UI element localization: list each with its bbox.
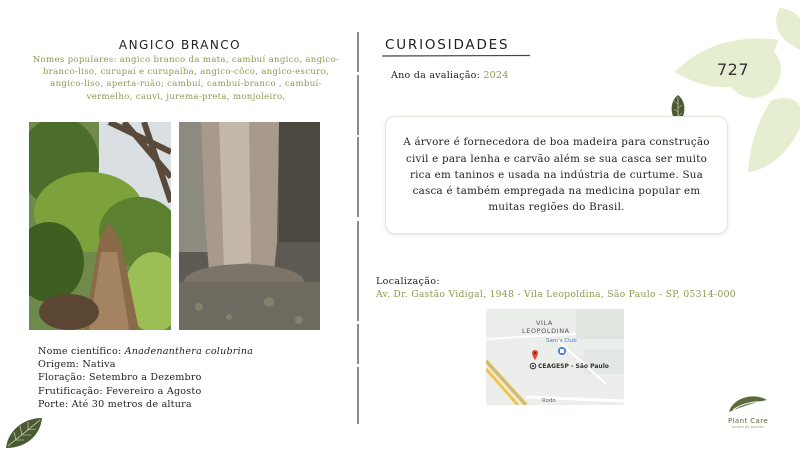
year-label: Ano da avaliação:	[391, 70, 484, 81]
size: Porte: Até 30 metros de altura	[38, 398, 192, 410]
location-map[interactable]	[486, 309, 624, 405]
flowering: Floração: Setembro a Dezembro	[38, 372, 202, 384]
scientific-label: Nome científico:	[38, 346, 125, 357]
tree-number: 727	[716, 60, 750, 79]
evaluation-year	[391, 70, 509, 81]
species-title: ANGICO BRANCO	[118, 38, 242, 52]
plant-care-logo	[718, 392, 778, 438]
curiosities-title: CURIOSIDADES	[385, 37, 510, 53]
map-poi-icon	[558, 347, 566, 355]
logo-leaf-icon	[727, 392, 769, 414]
tree-trunk-photo	[179, 122, 320, 330]
map-poi-label: Sam's Club	[546, 338, 577, 344]
scientific-name: Anadenanthera colubrina	[124, 346, 254, 357]
corner-leaf-icon	[4, 416, 44, 450]
map-marker-label: CEAGESP - São Paulo	[538, 363, 609, 370]
map-district-1: VILA	[536, 319, 553, 327]
location-address: Av. Dr. Gastão Vidigal, 1948 - Vila Leopoldina, São Paulo - SP, 05314-000	[376, 289, 736, 300]
year-value: 2024	[483, 70, 509, 81]
title-underline	[382, 54, 530, 58]
map-district-2: LEOPOLDINA	[522, 327, 570, 335]
logo-tagline: jardins de plantas	[731, 425, 765, 429]
logo-name: Plant Care	[727, 417, 769, 425]
map-street-label: Rodo	[542, 398, 556, 404]
fruiting: Frutificação: Fevereiro a Agosto	[38, 385, 202, 397]
scientific-name-row	[38, 345, 253, 358]
tree-canopy-photo	[29, 122, 171, 330]
popular-names: Nomes populares: angico branco da mata, cambuí angico, angico-branco-liso, curupaí e curupaíba, angico-côco, angico-escuro, angico-liso, aperta-ruão; cambuí, cambuí-branco , cambuí-vermelho, cauvi, jurema-preta, monjoleiro,	[32, 55, 340, 102]
origin: Origem: Nativa	[38, 359, 116, 371]
column-divider	[357, 32, 359, 424]
plant-facts	[38, 345, 253, 411]
location-label: Localização:	[376, 276, 440, 287]
curiosity-card	[385, 116, 728, 234]
curiosity-text: A árvore é fornecedora de boa madeira para construção civil e para lenha e carvão além se sua casca ser muito rica em taninos e usada na indústria de curtume. Sua casca é também empregada na medicina popular em muitas regiões do Brasil.	[403, 136, 710, 214]
